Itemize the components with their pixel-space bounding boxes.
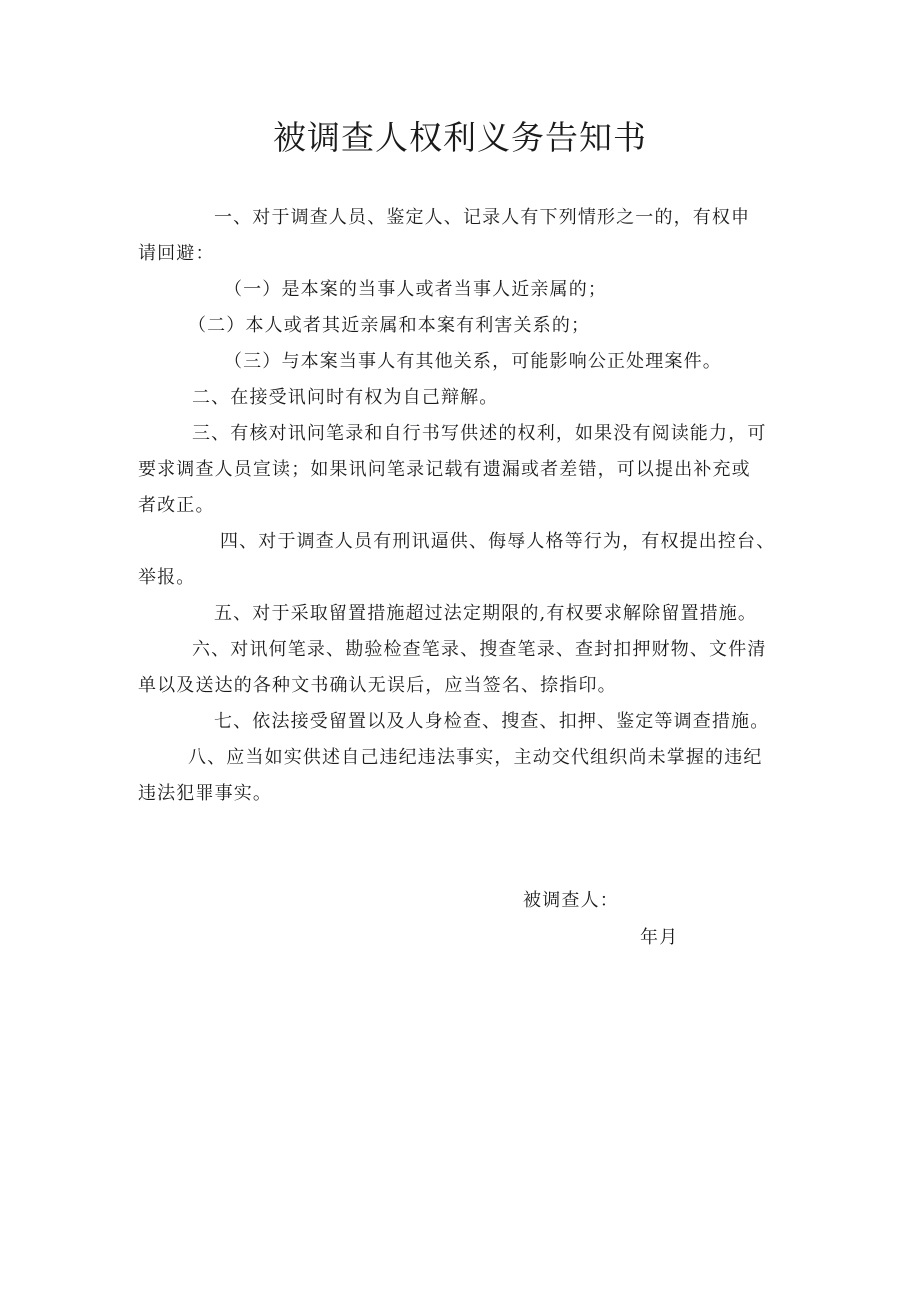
clause-6-line-2: 单以及送达的各种文书确认无误后，应当签名、捺指印。 (138, 675, 617, 696)
clause-8-line-1: 八、应当如实供述自己违纪违法事实，主动交代组织尚未掌握的违纪 (188, 747, 763, 768)
clause-8-line-2: 违法犯罪事实。 (138, 783, 273, 804)
clause-4-line-2: 举报。 (138, 567, 196, 588)
document-body (138, 200, 788, 812)
clause-1-line-1: 一、对于调查人员、鉴定人、记录人有下列情形之一的，有权申 (214, 207, 751, 228)
date-label: 年月 (640, 927, 679, 948)
sub-clause-2: （二）本人或者其近亲属和本案有利害关系的； (188, 315, 591, 336)
clause-3-line-1: 三、有核对讯问笔录和自行书写供述的权利，如果没有阅读能力，可 (192, 423, 767, 444)
signature-label: 被调查人： (523, 890, 619, 911)
clause-5: 五、对于采取留置措施超过法定期限的,有权要求解除留置措施。 (214, 603, 758, 624)
clause-1-line-2: 请回避： (138, 243, 215, 264)
document-title: 被调查人权利义务告知书 (273, 118, 647, 157)
clause-4-line-1: 四、对于调查人员有刑讯逼供、侮辱人格等行为，有权提出控台、 (220, 531, 776, 552)
sub-clause-3: （三）与本案当事人有其他关系，可能影响公正处理案件。 (224, 351, 722, 372)
clause-2: 二、在接受讯问时有权为自己辩解。 (192, 387, 499, 408)
clause-3-line-3: 者改正。 (138, 495, 215, 516)
clause-7: 七、依法接受留置以及人身检查、搜查、扣押、鉴定等调查措施。 (214, 711, 770, 732)
clause-3-line-2: 要求调查人员宣读；如果讯问笔录记载有遗漏或者差错，可以提出补充或 (138, 459, 751, 480)
clause-6-line-1: 六、对讯何笔录、勘验检查笔录、搜查笔录、查封扣押财物、文件清 (192, 639, 767, 660)
sub-clause-1: （一）是本案的当事人或者当事人近亲属的； (224, 279, 607, 300)
